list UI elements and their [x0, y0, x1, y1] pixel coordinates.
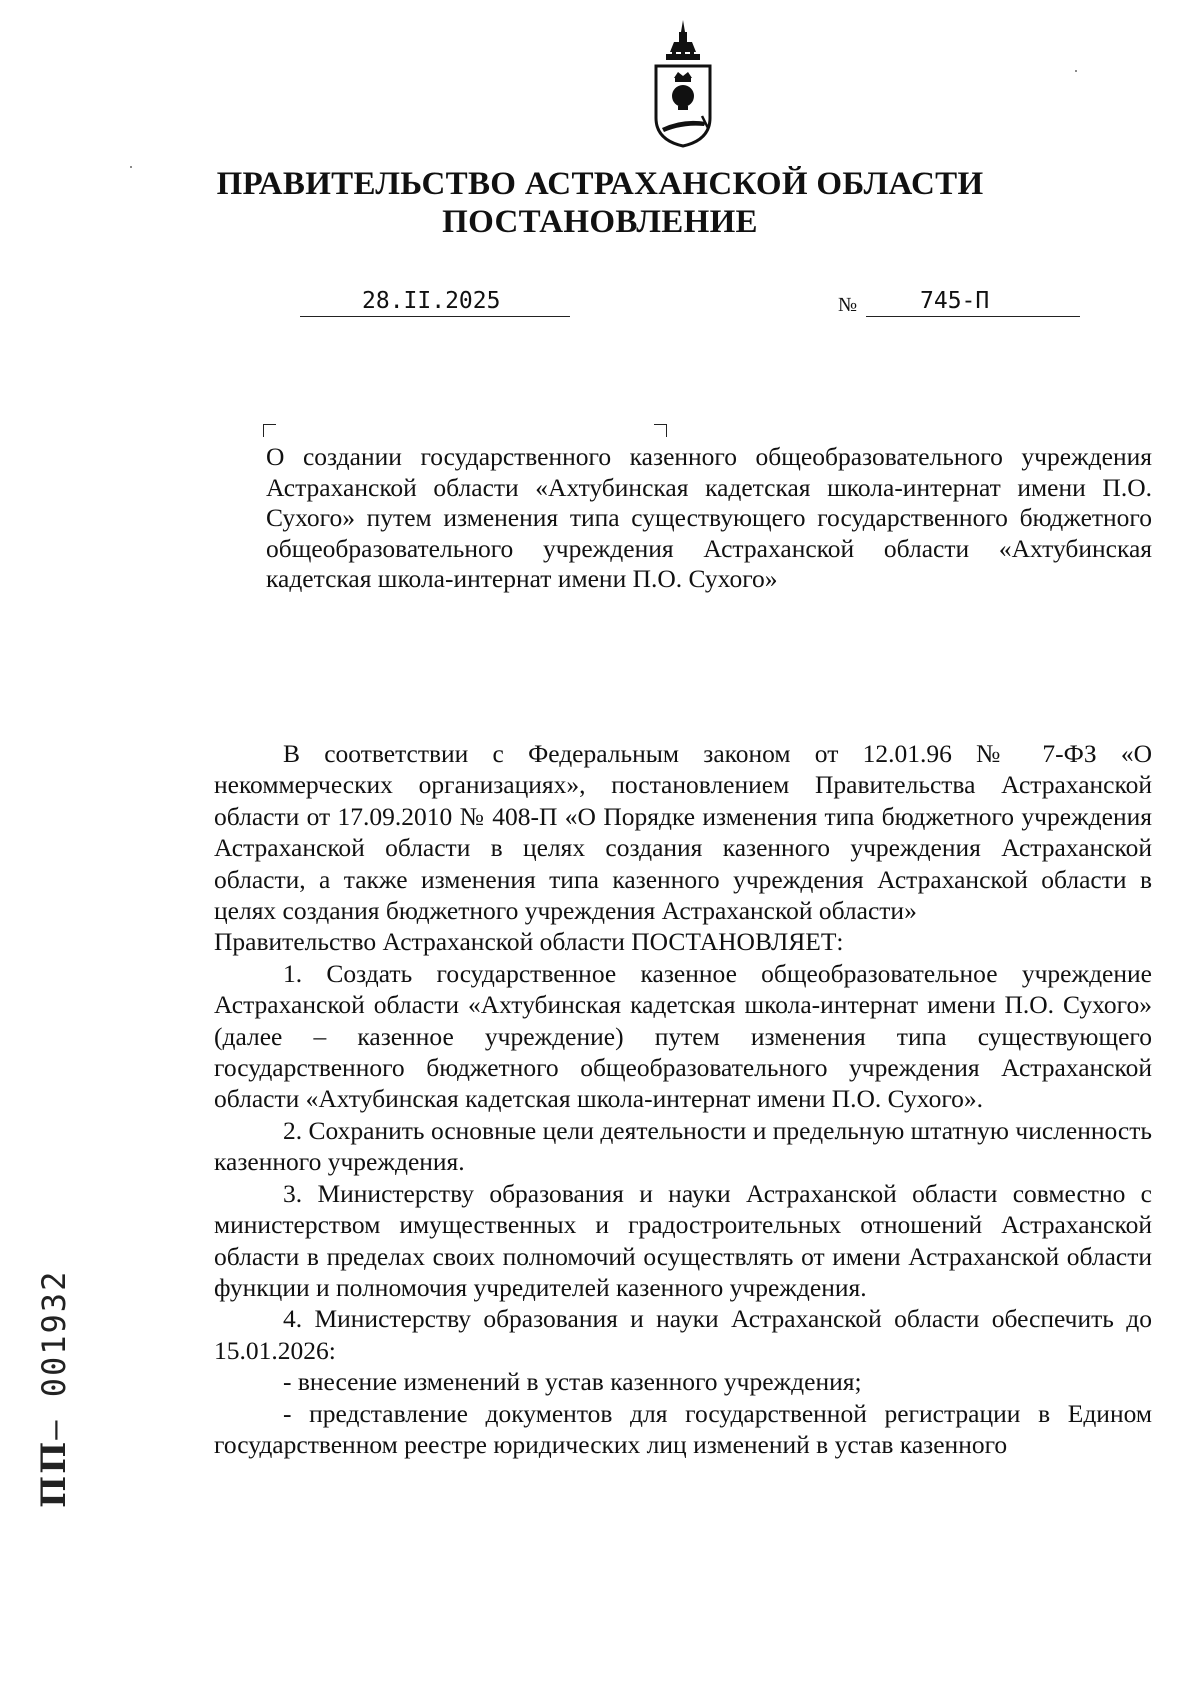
- number-field: [866, 286, 1080, 317]
- scan-speck: [130, 166, 132, 168]
- government-title: ПРАВИТЕЛЬСТВО АСТРАХАНСКОЙ ОБЛАСТИ: [216, 166, 984, 202]
- document-number: 745-П: [920, 288, 990, 314]
- document-date: 28.II.2025: [362, 288, 501, 314]
- decree-line: Правительство Астраханской области ПОСТАНОВЛЯЕТ:: [214, 927, 844, 957]
- preamble: В соответствии с Федеральным законом от 12.01.96 № 7-ФЗ «О некоммерческих организациях», постановлением Правительства Астраханской области от 17.09.2010 № 408-П «О Порядке изменения типа бюджетного учреждения Астраханской области в целях создания казенного учреждения Астраханской области, а также изменения типа казенного учреждения Астраханской области в целях создания бюджетного учреждения Астраханской области»: [214, 739, 1152, 926]
- list-item: 2. Сохранить основные цели деятельности и предельную штатную численность казенного учреждения.: [214, 1115, 1152, 1177]
- list-item: - представление документов для государственной регистрации в Едином государственном реестре юридических лиц изменений в устав казенного: [214, 1398, 1152, 1459]
- subject-bracket-left: [263, 424, 276, 437]
- number-sign: №: [838, 294, 858, 316]
- scan-speck: [1075, 70, 1077, 72]
- coat-of-arms-logo: [648, 18, 718, 148]
- document-subject: О создании государственного казенного общеобразовательного учреждения Астраханской области «Ахтубинская кадетская школа-интернат имени П.О. Сухого» путем изменения типа существующего государственного бюджетного общеобразовательного учреждения Астраханской области «Ахтубинская кадетская школа-интернат имени П.О. Сухого»: [266, 442, 1152, 593]
- date-field: [300, 286, 570, 317]
- document-type: ПОСТАНОВЛЕНИЕ: [442, 204, 758, 240]
- registration-stamp: [34, 1270, 74, 1508]
- subject-bracket-right: [654, 424, 667, 437]
- stamp-code: – 001932: [35, 1269, 73, 1440]
- document-body: [214, 738, 1152, 1460]
- list-item: 4. Министерству образования и науки Астраханской области обеспечить до 15.01.2026:: [214, 1304, 1152, 1365]
- list-item: 3. Министерству образования и науки Астраханской области совместно с министерством имущественных и градостроительных отношений Астраханской области в пределах своих полномочий осуществлять от имени Астраханской области функции и полномочия учредителей казенного учреждения.: [214, 1178, 1152, 1302]
- list-item: 1. Создать государственное казенное общеобразовательное учреждение Астраханской области «Ахтубинская кадетская школа-интернат имени П.О. Сухого» (далее – казенное учреждение) путем изменения типа существующего государственного бюджетного общеобразовательного учреждения Астраханской области «Ахтубинская кадетская школа-интернат имени П.О. Сухого».: [214, 958, 1152, 1114]
- stamp-prefix: ПП: [34, 1439, 74, 1508]
- list-item: - внесение изменений в устав казенного учреждения;: [283, 1367, 862, 1397]
